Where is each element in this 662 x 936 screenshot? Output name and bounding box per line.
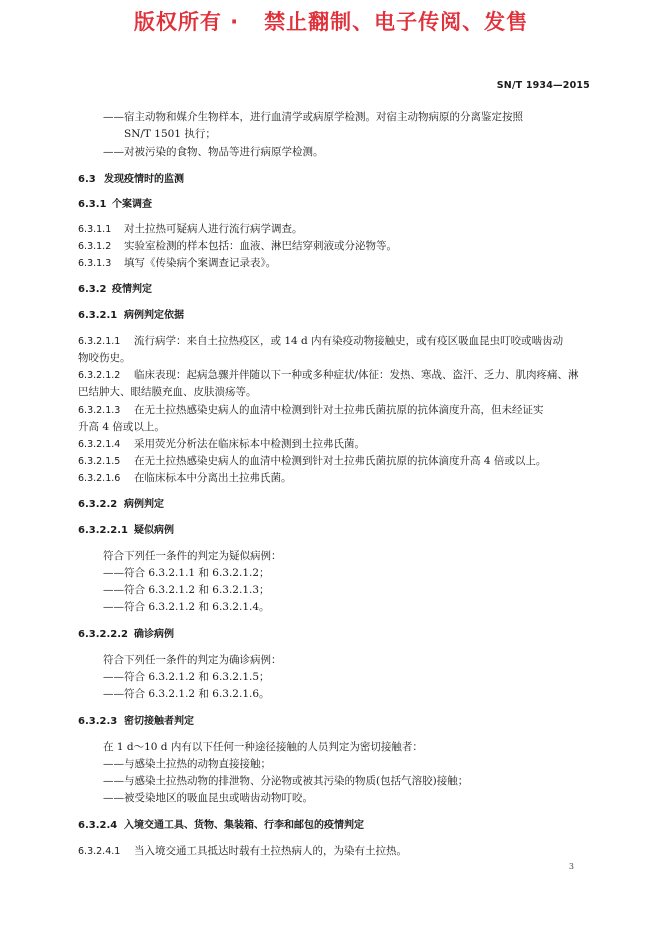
subsection-heading: 6.3.2 疫情判定 (78, 284, 152, 295)
clause: 6.3.2.1.4 采用荧光分析法在临床标本中检测到土拉弗氏菌。 (78, 438, 365, 450)
dash-item: ——符合 6.3.2.1.1 和 6.3.2.1.2； (103, 567, 270, 579)
copyright-watermark: 版权所有 · 禁止翻制、电子传阅、发售 (133, 10, 529, 34)
subsection-heading: 6.3.2.2 病例判定 (78, 499, 164, 510)
clause: 6.3.2.1.5 在无土拉热感染史病人的血清中检测到针对土拉弗氏菌抗原的抗体滴度升高 4 倍或以上。 (78, 455, 547, 467)
paragraph: 在 1 d～10 d 内有以下任何一种途径接触的人员判定为密切接触者： (103, 741, 423, 753)
subsection-heading: 6.3.2.1 病例判定依据 (78, 310, 184, 321)
dash-item: ——与感染土拉热的动物直接接触； (103, 758, 271, 770)
page-number: 3 (568, 862, 574, 871)
dash-item: ——符合 6.3.2.1.2 和 6.3.2.1.4。 (103, 601, 270, 613)
dash-item: ——符合 6.3.2.1.2 和 6.3.2.1.5； (103, 671, 270, 683)
clause-continued: 物咬伤史。 (78, 352, 131, 364)
dash-item: ——被受染地区的吸血昆虫或啮齿动物叮咬。 (103, 792, 313, 804)
dash-item: ——符合 6.3.2.1.2 和 6.3.2.1.3； (103, 584, 270, 596)
subsection-heading: 6.3.2.2.2 确诊病例 (78, 629, 174, 640)
clause: 6.3.2.1.6 在临床标本中分离出土拉弗氏菌。 (78, 472, 292, 484)
paragraph: 符合下列任一条件的判定为疑似病例： (103, 550, 282, 562)
subsection-heading: 6.3.1 个案调查 (78, 199, 152, 210)
clause-continued: 升高 4 倍或以上。 (78, 421, 165, 433)
subsection-heading: 6.3.2.4 入境交通工具、货物、集装箱、行李和邮包的疫情判定 (78, 820, 364, 831)
clause: 6.3.1.3 填写《传染病个案调查记录表》。 (78, 257, 277, 269)
clause: 6.3.1.1 对土拉热可疑病人进行流行病学调查。 (78, 223, 303, 235)
clause: 6.3.1.2 实验室检测的样本包括：血液、淋巴结穿刺液或分泌物等。 (78, 240, 397, 252)
subsection-heading: 6.3.2.3 密切接触者判定 (78, 716, 194, 727)
dash-item: ——宿主动物和媒介生物样本，进行血清学或病原学检测。对宿主动物病原的分离鉴定按照 (103, 111, 523, 123)
dash-item-continued: SN/T 1501 执行； (124, 128, 216, 140)
clause: 6.3.2.1.2 临床表现：起病急骤并伴随以下一种或多种症状/体征：发热、寒战、盗汗、乏力、肌肉疼痛、淋 (78, 369, 579, 381)
clause: 6.3.2.4.1 当入境交通工具抵达时载有土拉热病人的，为染有土拉热。 (78, 845, 407, 857)
clause: 6.3.2.1.1 流行病学：来自土拉热疫区，或 14 d 内有染疫动物接触史，或有疫区吸血昆虫叮咬或啮齿动 (78, 335, 564, 347)
dash-item: ——与感染土拉热动物的排泄物、分泌物或被其污染的物质(包括气溶胶)接触； (103, 775, 469, 787)
paragraph: 符合下列任一条件的判定为确诊病例： (103, 654, 282, 666)
clause: 6.3.2.1.3 在无土拉热感染史病人的血清中检测到针对土拉弗氏菌抗原的抗体滴度升高，但未经证实 (78, 404, 544, 416)
dash-item: ——符合 6.3.2.1.2 和 6.3.2.1.6。 (103, 688, 270, 700)
section-heading: 6.3 发现疫情时的监测 (78, 174, 184, 185)
standard-code: SN/T 1934—2015 (496, 80, 590, 91)
dash-item: ——对被污染的食物、物品等进行病原学检测。 (103, 146, 324, 158)
subsection-heading: 6.3.2.2.1 疑似病例 (78, 525, 174, 536)
clause-continued: 巴结肿大、眼结膜充血、皮肤溃疡等。 (78, 386, 257, 398)
